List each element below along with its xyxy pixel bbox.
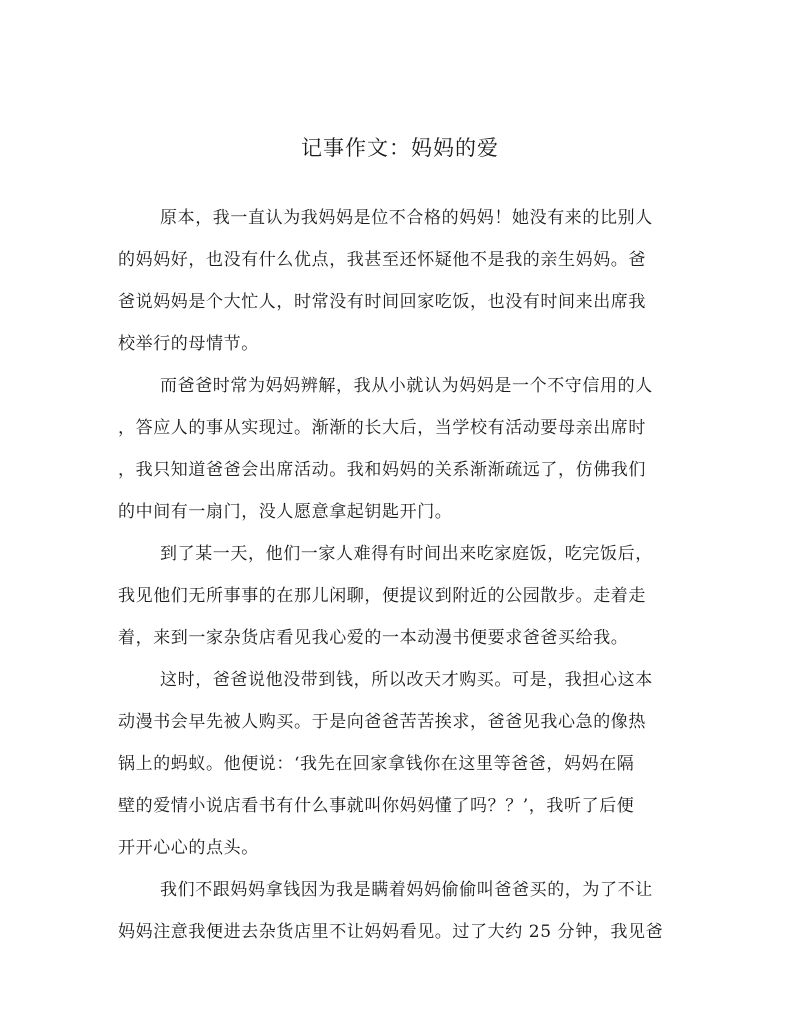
- paragraph-5-line-2: 妈妈注意我便进去杂货店里不让妈妈看见。过了大约 25 分钟，我见爸: [118, 922, 664, 942]
- paragraph-2-line-3: ，我只知道爸爸会出席活动。我和妈妈的关系渐渐疏远了，仿佛我们: [118, 460, 646, 480]
- paragraph-4-line-4: 壁的爱情小说店看书有什么事就叫你妈妈懂了吗？？’，我听了后便: [118, 796, 635, 816]
- paragraph-1-line-2: 的妈妈好，也没有什么优点，我甚至还怀疑他不是我的亲生妈妈。爸: [118, 250, 646, 270]
- paragraph-4-line-2: 动漫书会早先被人购买。于是向爸爸苦苦挨求，爸爸见我心急的像热: [118, 712, 646, 732]
- paragraph-4-line-3: 锅上的蚂蚁。他便说：‘我先在回家拿钱你在这里等爸爸，妈妈在隔: [118, 754, 635, 774]
- paragraph-3-line-3: 着，来到一家杂货店看见我心爱的一本动漫书便要求爸爸买给我。: [118, 628, 629, 648]
- paragraph-1-line-1: 原本，我一直认为我妈妈是位不合格的妈妈！她没有来的比别人: [160, 208, 653, 228]
- paragraph-2-line-2: ，答应人的事从实现过。渐渐的长大后，当学校有活动要母亲出席时: [118, 418, 646, 438]
- paragraph-3-line-1: 到了某一天，他们一家人难得有时间出来吃家庭饭，吃完饭后，: [160, 544, 653, 564]
- paragraph-4-line-5: 开开心心的点头。: [118, 838, 259, 858]
- paragraph-2-line-1: 而爸爸时常为妈妈辨解，我从小就认为妈妈是一个不守信用的人: [160, 376, 653, 396]
- paragraph-1-line-4: 校举行的母情节。: [118, 334, 259, 354]
- paragraph-2-line-4: 的中间有一扇门，没人愿意拿起钥匙开门。: [118, 502, 453, 522]
- paragraph-5-line-1: 我们不跟妈妈拿钱因为我是瞒着妈妈偷偷叫爸爸买的，为了不让: [160, 880, 653, 900]
- document-title: 记事作文：妈妈的爱: [301, 136, 499, 160]
- paragraph-4-line-1: 这时，爸爸说他没带到钱，所以改天才购买。可是，我担心这本: [160, 670, 653, 690]
- paragraph-3-line-2: 我见他们无所事事的在那儿闲聊，便提议到附近的公园散步。走着走: [118, 586, 646, 606]
- paragraph-1-line-3: 爸说妈妈是个大忙人，时常没有时间回家吃饭，也没有时间来出席我: [118, 292, 646, 312]
